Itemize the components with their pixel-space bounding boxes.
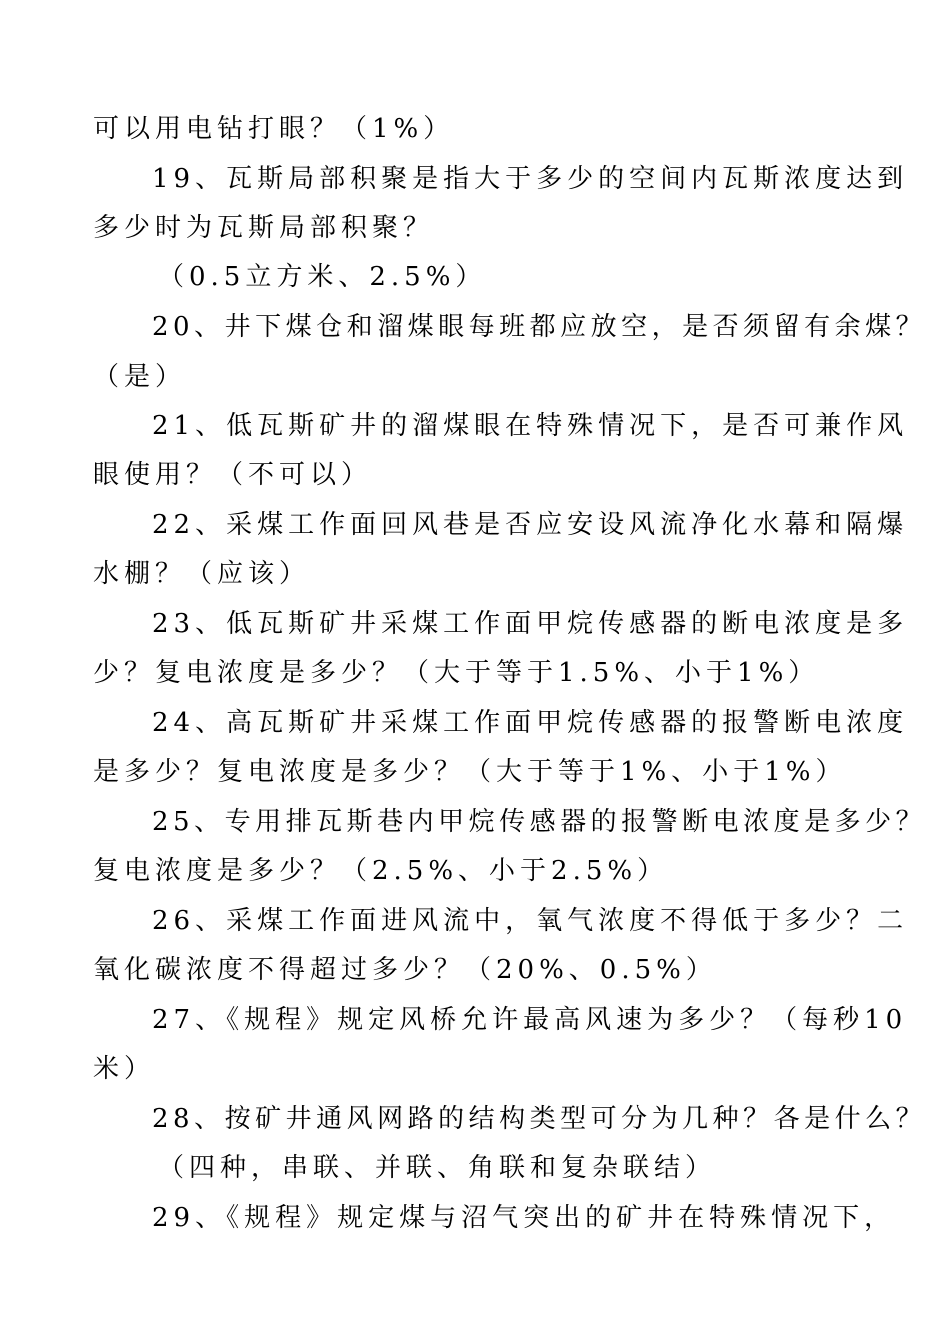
text-line: 水棚？（应该）	[93, 559, 311, 589]
text-line: 多少时为瓦斯局部积聚？	[93, 213, 435, 243]
text-line: 28、按矿井通风网路的结构类型可分为几种？各是什么？	[152, 1104, 927, 1134]
text-line: （四种，串联、并联、角联和复杂联结）	[158, 1153, 717, 1183]
text-line: 23、低瓦斯矿井采煤工作面甲烷传感器的断电浓度是多	[152, 609, 909, 639]
text-line: 米）	[93, 1054, 156, 1084]
text-line: 氧化碳浓度不得超过多少？（20%、0.5%）	[93, 955, 717, 985]
text-line: 眼使用？（不可以）	[93, 460, 373, 490]
text-line: 20、井下煤仓和溜煤眼每班都应放空，是否须留有余煤？	[152, 312, 927, 342]
text-line: 可以用电钻打眼？（1%）	[93, 114, 455, 144]
text-line: 复电浓度是多少？（2.5%、小于2.5%）	[93, 856, 669, 886]
text-line: 是多少？复电浓度是多少？（大于等于1%、小于1%）	[93, 757, 847, 787]
text-line: 25、专用排瓦斯巷内甲烷传感器的报警断电浓度是多少？	[152, 807, 927, 837]
text-line: 26、采煤工作面进风流中，氧气浓度不得低于多少？二	[152, 906, 909, 936]
text-line: 22、采煤工作面回风巷是否应安设风流净化水幕和隔爆	[152, 510, 909, 540]
text-line: 19、瓦斯局部积聚是指大于多少的空间内瓦斯浓度达到	[152, 164, 909, 194]
text-line: 21、低瓦斯矿井的溜煤眼在特殊情况下，是否可兼作风	[152, 411, 909, 441]
text-line: 少？复电浓度是多少？（大于等于1.5%、小于1%）	[93, 658, 820, 688]
text-line: 24、高瓦斯矿井采煤工作面甲烷传感器的报警断电浓度	[152, 708, 909, 738]
text-line: （是）	[93, 362, 187, 392]
text-line: 29、《规程》规定煤与沼气突出的矿井在特殊情况下，	[152, 1203, 896, 1233]
text-line: （0.5立方米、2.5%）	[158, 262, 487, 292]
text-line: 27、《规程》规定风桥允许最高风速为多少？（每秒10	[152, 1005, 908, 1035]
